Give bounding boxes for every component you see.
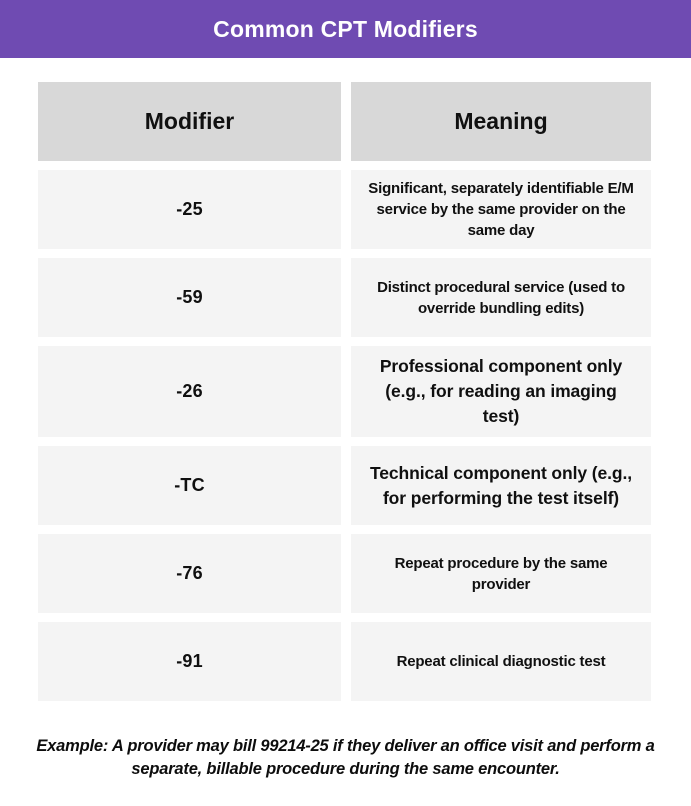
modifier-value: -76	[38, 534, 341, 613]
table-row	[38, 446, 651, 525]
title-banner	[0, 0, 691, 58]
column-header-meaning: Meaning	[351, 82, 651, 161]
table-row	[38, 258, 651, 337]
modifier-value: -25	[38, 170, 341, 249]
table-row	[38, 622, 651, 701]
meaning-value: Significant, separately identifiable E/M service by the same provider on the same day	[351, 170, 651, 249]
meaning-value: Technical component only (e.g., for performing the test itself)	[351, 446, 651, 525]
meaning-value: Professional component only (e.g., for reading an imaging test)	[351, 346, 651, 437]
page-title: Common CPT Modifiers	[213, 15, 478, 42]
modifier-value: -91	[38, 622, 341, 701]
example-footer	[26, 735, 666, 781]
table-row	[38, 346, 651, 437]
meaning-value: Repeat clinical diagnostic test	[351, 622, 651, 701]
modifier-value: -59	[38, 258, 341, 337]
modifiers-table	[38, 82, 651, 701]
example-note: Example: A provider may bill 99214-25 if they deliver an office visit and perform a separate, billable procedure during the same encounter.	[36, 737, 655, 778]
modifier-value: -26	[38, 346, 341, 437]
meaning-value: Repeat procedure by the same provider	[351, 534, 651, 613]
column-header-modifier: Modifier	[38, 82, 341, 161]
table-row	[38, 534, 651, 613]
modifier-value: -TC	[38, 446, 341, 525]
table-header-row	[38, 82, 651, 161]
table-row	[38, 170, 651, 249]
meaning-value: Distinct procedural service (used to override bundling edits)	[351, 258, 651, 337]
